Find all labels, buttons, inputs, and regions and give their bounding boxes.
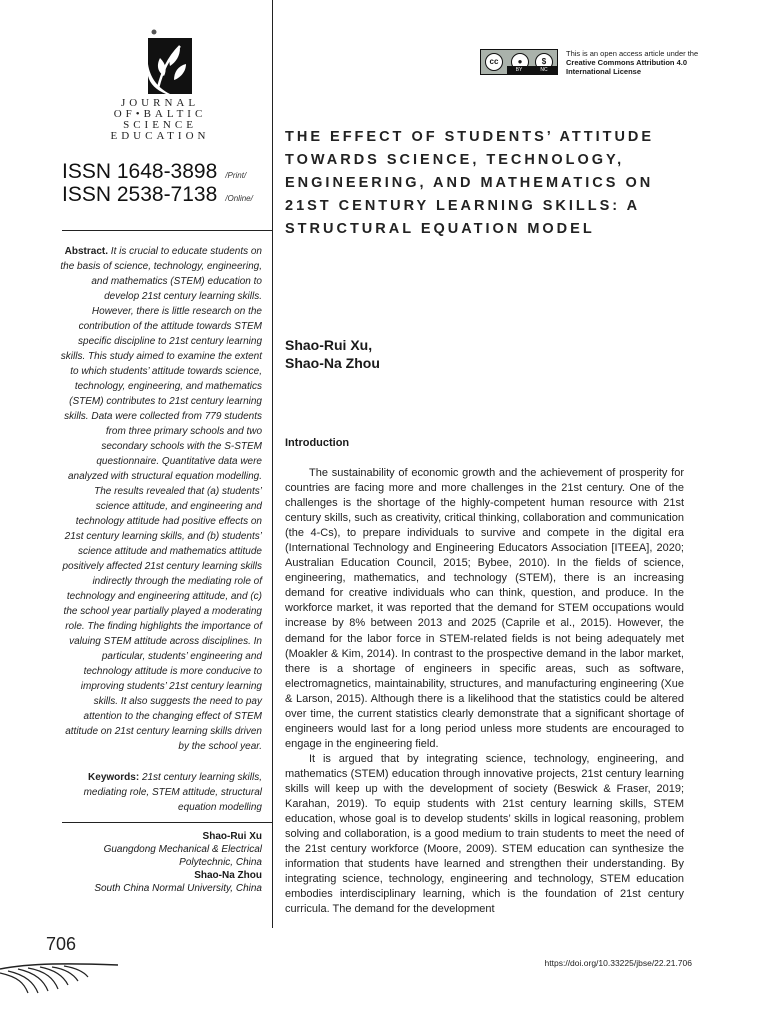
divider	[62, 822, 272, 823]
issn-print: ISSN 1648-3898 /Print/	[62, 160, 247, 183]
authors	[285, 336, 380, 372]
affiliation-institution: Guangdong Mechanical & Electrical Polytechnic, China	[103, 844, 262, 868]
left-sidebar	[0, 0, 273, 928]
decorative-swirl-icon	[0, 955, 120, 995]
doi-link[interactable]: https://doi.org/10.33225/jbse/22.21.706	[544, 958, 692, 968]
license-block	[480, 49, 698, 76]
author-name: Shao-Rui Xu,	[285, 337, 373, 353]
abstract-label: Abstract.	[64, 246, 109, 257]
keywords	[60, 770, 262, 815]
page-number: 706	[46, 934, 77, 954]
paragraph: The sustainability of economic growth and the achievement of prosperity for countries are facing more and more challenges in the 21st century. One of the challenges is the shortage of the highly-competent human resource with 21st century skills, such as creativity, critical thinking, collaboration and communication (the 4-Cs), to prepare individuals to survive and compete in the digital era (International Technology and Engineering Educators Association [ITEEA], 2020; Australian Education Council, 2015; Bybee, 2010). In the fields of science, engineering, mathematics, and technology (STEM), there is an increasing demand for creative individuals who can think, question, and produce. In the workforce market, it was reported that the demand for STEM occupations would increase by 8% between 2013 and 2025 (Caprile et al., 2015). However, the demand for the labor force in STEM-related fields is not being adequately met (Moakler & Kim, 2014). In contrast to the prospective demand in the labor market, there is a shortage of engineers in specific areas, such as software, electromagnetics, maintainability, structures, and manufacturing engineering (Xue & Larson, 2015). Although there is a likelihood that the statistics could be altered over time, the current statistics clearly demonstrate that a significant shortage of engineers would last for a long period unless more students are encouraged to engage in the engineering field.	[285, 467, 684, 750]
author-name: Shao-Na Zhou	[285, 355, 380, 371]
affiliations	[60, 830, 262, 895]
affiliation-name: Shao-Rui Xu	[202, 831, 262, 842]
paragraph: It is argued that by integrating science, technology, engineering, and mathematics (STEM) education through innovative projects, 21st century learning skills will keep up with the development of society (Beswick & Fraser, 2019; Karahan, 2019). To equip students with 21st century learning skills, STEM education, whose goal is to develop students’ skills in logical reasoning, problem solving and collaboration, is a good medium to train students to meet the need of the 21st century workforce (Moore, 2009). STEM education can synthesize the information that students have learned and strengthen their understanding. By integrating science, technology, engineering and technology, STEM education embodies interdisciplinary learning, which is the foundation of 21st century curricula. The demand for the development	[285, 752, 684, 916]
article-title: THE EFFECT OF STUDENTS’ ATTITUDE TOWARDS SCIENCE, TECHNOLOGY, ENGINEERING, AND MATHEMATICS ON 21ST CENTURY LEARNING SKILLS: A STRUCTURAL EQUATION MODEL	[285, 129, 655, 237]
keywords-text: 21st century learning skills, mediating role, STEM attitude, structural equation modelling	[83, 772, 262, 813]
cc-icon: cc	[485, 53, 503, 71]
divider	[62, 230, 272, 231]
affiliation-name: Shao-Na Zhou	[194, 870, 262, 881]
section-heading: Introduction	[285, 437, 350, 449]
issn-online: ISSN 2538-7138 /Online/	[62, 183, 253, 206]
body-text	[285, 466, 684, 917]
license-text: This is an open access article under the Creative Commons Attribution 4.0 International License	[566, 49, 699, 76]
journal-name: JOURNAL OF•BALTIC SCIENCE EDUCATION	[110, 97, 210, 142]
cc-license-badge[interactable]	[480, 49, 558, 75]
noncommercial-icon: $	[535, 53, 553, 71]
affiliation-institution: South China Normal University, China	[94, 883, 262, 894]
nc-label: NC	[531, 66, 557, 74]
attribution-icon: ●	[511, 53, 529, 71]
journal-logo-icon	[140, 28, 196, 100]
abstract-text: It is crucial to educate students on the basis of science, technology, engineering, and mathematics (STEM) education to develop 21st century learning skills. However, there is little research on the contribution of the attitude towards STEM specific discipline to 21st century learning skills. This study aimed to examine the extent to which students’ attitude towards science, technology, engineering, and mathematics (STEM) contributes to 21st century learning skills. Data were collected from 779 students from three primary schools and two secondary schools with the S-STEM questionnaire. Quantitative data were analyzed with structural equation modelling. The results revealed that (a) students’ science attitude, and engineering and technology attitude had positive effects on 21st century learning skills, and (b) students’ science attitude and mathematics attitude positively affected 21st century learning skills indirectly through the mediating role of technology and engineering attitude, and (c) the school year partially played a moderating role. The finding highlights the importance of valuing STEM attitude across disciplines. In particular, students’ engineering and technology attitude is more conducive to improving students’ 21st century learning skills. It also suggests the need to pay attention to the changing effect of STEM attitude on 21st century learning skills driven by the school year.	[60, 246, 262, 752]
license-link[interactable]: Creative Commons Attribution 4.0	[566, 58, 687, 67]
abstract	[60, 244, 262, 754]
by-label: BY	[507, 66, 531, 74]
keywords-label: Keywords:	[88, 772, 140, 783]
